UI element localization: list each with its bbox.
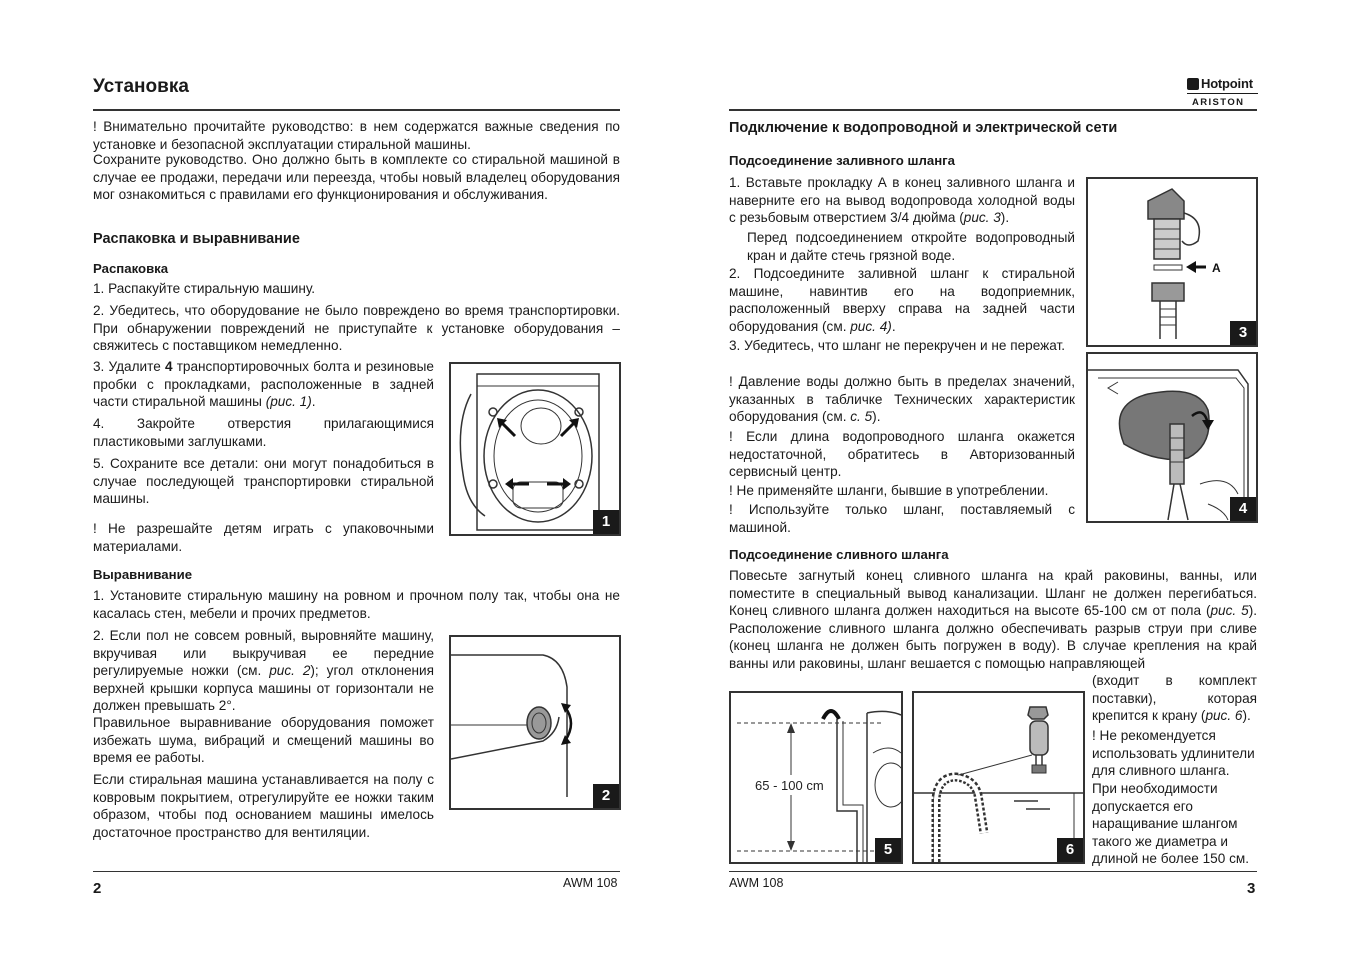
unpacking-step-1: 1. Распакуйте стиральную машину. (93, 281, 316, 296)
left-footer-rule (93, 871, 620, 872)
drain-guide-text: (входит в комплект поставки), которая крепится к крану (рис. 6). (1092, 673, 1257, 724)
unpacking-step-2: 2. Убедитесь, что оборудование не было повреждено во время транспортировки. При обнаружении повреждений не приступайте к установке оборудования – свяжитесь с поставщиком немедленно. (93, 303, 620, 354)
left-title-rule (93, 109, 620, 111)
figure-3-number: 3 (1230, 321, 1256, 345)
figure-5-number: 5 (875, 838, 901, 862)
washer-rear-illustration (451, 364, 619, 534)
brand-rule (1187, 93, 1258, 94)
inlet-note-supplied-hose: ! Используйте только шланг, поставляемый с машиной. (729, 502, 1075, 535)
inlet-step-1-continued: Перед подсоединением откройте водопроводный кран и дайте стечь грязной воде. (747, 230, 1075, 263)
figure-4-number: 4 (1230, 497, 1256, 521)
drain-height-illustration (731, 693, 901, 862)
drain-height-label: 65 - 100 cm (755, 778, 824, 793)
figure-2-leveling-feet (449, 635, 621, 810)
brand-ariston: ARISTON (1192, 97, 1245, 108)
drain-guide-illustration (914, 693, 1083, 862)
right-page-number: 3 (1247, 880, 1256, 897)
unpacking-heading: Распаковка (93, 261, 169, 276)
children-warning: ! Не разрешайте детям играть с упаковочными материалами. (93, 521, 434, 554)
drain-paragraph: Повесьте загнутый конец сливного шланга на край раковины, ванны, или поместите в специальный вывод канализации. Шланг не должен перегибаться. Конец сливного шланга должен находиться на высоте 65-100 см от пола (рис. 5). Расположение сливного шланга должно обеспечивать разрыв струи при сливе (конец шланга не должен быть погружен в воду). В случае крепления на край ванны или раковины, шланг вешается с помощью направляющей (729, 568, 1257, 671)
intro-warning: ! Внимательно прочитайте руководство: в нем содержатся важные сведения по установке и безопасной эксплуатации стиральной машины. (93, 119, 620, 152)
left-model-code: AWM 108 (563, 876, 618, 890)
figure-6-drain-guide (912, 691, 1085, 864)
figure-2-number: 2 (593, 784, 619, 808)
inlet-valve-illustration (1088, 354, 1256, 521)
leveling-para-2: Правильное выравнивание оборудования поможет избежать шума, вибраций и смещений машины во время ее работы. (93, 715, 434, 766)
hotpoint-logo-icon (1187, 78, 1199, 90)
inlet-note-length: ! Если длина водопроводного шланга окажется недостаточной, обратитесь в Авторизованный сервисный центр. (729, 429, 1075, 480)
right-footer-rule (729, 871, 1257, 872)
left-page-title: Установка (93, 76, 189, 97)
figure-6-number: 6 (1057, 838, 1083, 862)
figure-1-number: 1 (593, 510, 619, 534)
gasket-label: A (1212, 261, 1221, 275)
figure-4-inlet-connection (1086, 352, 1258, 523)
left-page-number: 2 (93, 880, 102, 897)
adjustable-foot-illustration (451, 637, 619, 808)
right-model-code: AWM 108 (729, 876, 784, 890)
unpack-level-heading: Распаковка и выравнивание (93, 231, 300, 247)
drain-extension-allowed: При необходимости допускается его наращивание шлангом такого же диаметра и длиной не более 150 см. (1092, 781, 1249, 867)
unpacking-step-5: 5. Сохраните все детали: они могут понадобиться в случае последующей транспортировки стиральной машины. (93, 456, 434, 507)
inlet-note-used-hoses: ! Не применяйте шланги, бывшие в употреблении. (729, 483, 1049, 498)
connection-heading: Подключение к водопроводной и электрической сети (729, 120, 1118, 136)
leveling-step-1: 1. Установите стиральную машину на ровном и прочном полу так, чтобы она не касалась стен, мебели и прочих предметов. (93, 588, 620, 621)
inlet-step-3: 3. Убедитесь, что шланг не перекручен и не пережат. (729, 338, 1065, 353)
right-title-rule (729, 109, 1257, 111)
unpacking-step-4: 4. Закройте отверстия прилагающимися пластиковыми заглушками. (93, 416, 434, 449)
figure-3-inlet-gasket (1086, 177, 1258, 347)
intro-keep-manual: Сохраните руководство. Оно должно быть в комплекте со стиральной машиной в случае ее продажи, передачи или переезда, чтобы новый владелец оборудования мог ознакомиться с правилами его функционирования и обслуживания. (93, 152, 620, 203)
leveling-para-3: Если стиральная машина устанавливается на полу с ковровым покрытием, отрегулируйте ее ножки таким образом, чтобы под основанием машины имелось достаточное пространство для вентиляции. (93, 772, 434, 840)
figure-5-drain-height (729, 691, 903, 864)
inlet-note-pressure: ! Давление воды должно быть в пределах значений, указанных в табличке Технических характеристик оборудования (см. с. 5). (729, 374, 1075, 425)
leveling-step-2: 2. Если пол не совсем ровный, выровняйте машину, вкручивая или выкручивая ее передние регулируемые ножки (см. рис. 2); угол отклонения верхней крышки корпуса машины от горизонтали не должен превышать 2°. (93, 628, 434, 714)
inlet-step-2: 2. Подсоедините заливной шланг к стиральной машине, навинтив его на водоприемник, расположенный вверху справа на задней части оборудования (см. рис. 4). (729, 266, 1075, 334)
inlet-hose-heading: Подсоединение заливного шланга (729, 153, 955, 168)
unpacking-step-3: 3. Удалите 4 транспортировочных болта и резиновые пробки с прокладками, расположенные в задней части стиральной машины (рис. 1). (93, 359, 434, 410)
drain-hose-heading: Подсоединение сливного шланга (729, 547, 949, 562)
figure-1-rear-bolts (449, 362, 621, 536)
inlet-step-1: 1. Вставьте прокладку А в конец заливного шланга и наверните его на вывод водопровода холодной воды с резьбовым отверстием 3/4 дюйма (рис. 3). (729, 175, 1075, 226)
brand-hotpoint: Hotpoint (1201, 76, 1253, 91)
leveling-heading: Выравнивание (93, 567, 193, 582)
drain-no-extensions: ! Не рекомендуется использовать удлинители для сливного шланга. (1092, 728, 1255, 779)
